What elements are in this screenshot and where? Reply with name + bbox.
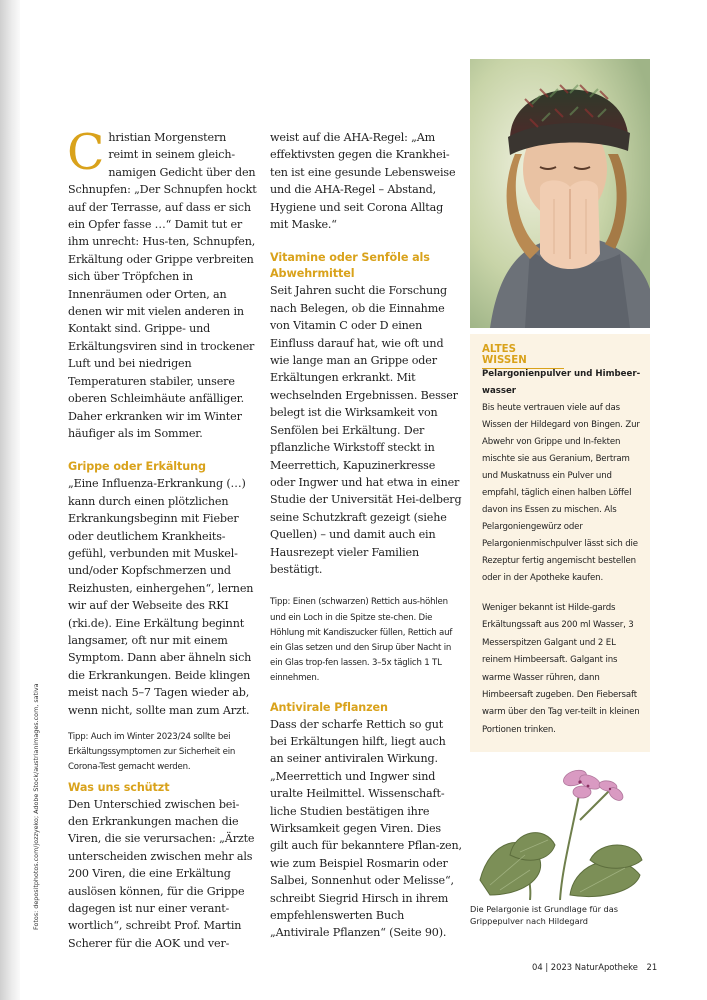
paragraph-grippe: „Eine Influenza-Erkrankung (…) kann durch einen plötzlichen Erkrankungsbeginn mit Fieber oder deutlichem Krankheits-gefühl, verbunden mit Muskel- und/oder Kopfschmerzen und Reizhusten, einhergehen“, lernen wir auf der Webseite des RKI (rki.de). Eine Erkältung beginnt langsamer, oft nur mit einem Symptom. Dann aber ähneln sich die Erkrankungen. Beide klingen meist nach 5–7 Tagen wieder ab, wenn nicht, sollte man zum Arzt.	[68, 477, 254, 717]
heading-vitamine: Vitamine oder Senföle als Abwehrmittel	[270, 251, 430, 281]
intro-paragraph	[67, 124, 258, 442]
sidebar-title: Pelargonienpulver und Himbeer-wasser	[482, 369, 641, 396]
paragraph-schutz: Den Unterschied zwischen bei-den Erkrankungen machen die Viren, die sie verursachen: „Ärzte unterscheiden zwischen mehr als 200 Viren, die eine Erkältung auslösen können, für die Grippe dagegen ist nur einer verant-wortlich“, schreibt Prof. Martin Scherer für die AOK und ver-	[68, 797, 255, 950]
intro-text: hristian Morgenstern reimt in seinem gleich-namigen Gedicht über den Schnupfen: „Der Schnupfen hockt auf der Terrasse, auf dass er sich ein Opfer fasse …“ Damit tut er ihm unrecht: Hus-ten, Schnupfen, Erkältung oder Grippe verbreiten sich über Tröpfchen in Innenräumen oder Orten, an denen wir mit vielen anderen in Kontakt sind. Grippe- und Erkältungsviren sind in trockener Luft und bei niedrigen Temperaturen stabiler, unsere oberen Schleimhäute anfälliger. Daher erkranken wir im Winter häufiger als im Sommer.	[68, 131, 257, 440]
sidebar-body: Bis heute vertrauen viele auf das Wissen der Hildegard von Bingen. Zur Abwehr von Grippe und In-fekten mischte sie aus Geranium, Bertram und Muskatnuss ein Pulver und empfahl, täglich einen halben Löffel davon ins Essen zu mischen. Als Pelargoniengewürz oder Pelargonienmischpulver lässt sich die Rezeptur fertig angemischt bestellen oder in der Apotheke kaufen.	[482, 403, 640, 583]
footer-brand: NaturApotheke	[574, 962, 638, 972]
woman-illustration	[470, 59, 650, 328]
tip-corona-test: Tipp: Auch im Winter 2023/24 sollte bei Erkältungssymptomen zur Sicherheit ein Corona-Test gemacht werden.	[68, 732, 236, 773]
page-footer	[532, 962, 657, 972]
paragraph-vitamine: Seit Jahren sucht die Forschung nach Belegen, ob die Einnahme von Vitamin C oder D einen Einfluss darauf hat, wie oft und wie lange man an Grippe oder Erkältungen erkrankt. Mit wechselnden Ergebnissen. Besser belegt ist die Wirksamkeit von Senfölen bei Erkältung. Der pflanzliche Wirkstoff steckt in Meerrettich, Kapuzinerkresse oder Ingwer und hat etwa in einer Studie der Universität Hei-delberg seine Schutzkraft gezeigt (siehe Quellen) – und damit auch ein Hausrezept vieler Familien bestätigt.	[270, 284, 462, 576]
pelargonium-illustration	[470, 760, 650, 900]
paragraph-antiviral: Dass der scharfe Rettich so gut bei Erkältungen hilft, liegt auch an seiner antiviralen Wirkung. „Meerrettich und Ingwer sind uralte Heilmittel. Wissenschaft-liche Studien bestätigen ihre Wirksamkeit gegen Viren. Dies gilt auch für bekanntere Pflan-zen, wie zum Beispiel Rosmarin oder Salbei, Sonnenhut oder Melisse“, schreibt Siegrid Hirsch in ihrem empfehlenswerten Buch „Antivirale Pflanzen“ (Seite 90).	[270, 717, 462, 940]
page-number: 21	[646, 962, 658, 972]
tip-rettich: Tipp: Einen (schwarzen) Rettich aus-höhlen und ein Loch in die Spitze ste-chen. Die Höhlung mit Kandiszucker füllen, Rettich auf ein Glas setzen und den Sirup über Nacht in ein Glas trop-fen lassen. 3–5x täglich 1 TL einnehmen.	[270, 597, 453, 684]
heading-antivirale-pflanzen: Antivirale Pflanzen	[270, 700, 388, 714]
footer-issue: 04 | 2023	[532, 962, 573, 972]
column-2	[270, 129, 462, 942]
photo-caption: Die Pelargonie ist Grundlage für das Grippepulver nach Hildegard	[470, 904, 619, 926]
drop-cap: C	[67, 124, 105, 181]
sidebar-altes-wissen	[470, 334, 650, 752]
heading-was-uns-schuetzt: Was uns schützt	[68, 780, 170, 794]
heading-grippe-erkaeltung: Grippe oder Erkältung	[68, 460, 206, 474]
photo-credit: Fotos: depositphotos.com/jozzyeko; Adobe Stock/austrianimages.com, sativa	[32, 683, 40, 930]
photo-pelargonium	[470, 760, 650, 900]
photo-woman-cold	[470, 59, 650, 328]
column-1	[67, 124, 258, 952]
sidebar-body-2: Weniger bekannt ist Hilde-gards Erkältungssaft aus 200 ml Wasser, 3 Messerspitzen Galgant und 2 EL reinem Himbeersaft. Galgant ins warme Wasser rühren, dann Himbeersaft zugeben. Den Fiebersaft warm über den Tag ver-teilt in kleinen Portionen trinken.	[482, 603, 640, 735]
paragraph-aha: weist auf die AHA-Regel: „Am effektivsten gegen die Krankhei-ten ist eine gesunde Lebensweise und die AHA-Regel – Abstand, Hygiene und seit Corona Alltag mit Maske.“	[270, 131, 456, 232]
sidebar-heading: ALTES WISSEN	[482, 344, 564, 369]
page-gutter	[0, 0, 20, 1000]
